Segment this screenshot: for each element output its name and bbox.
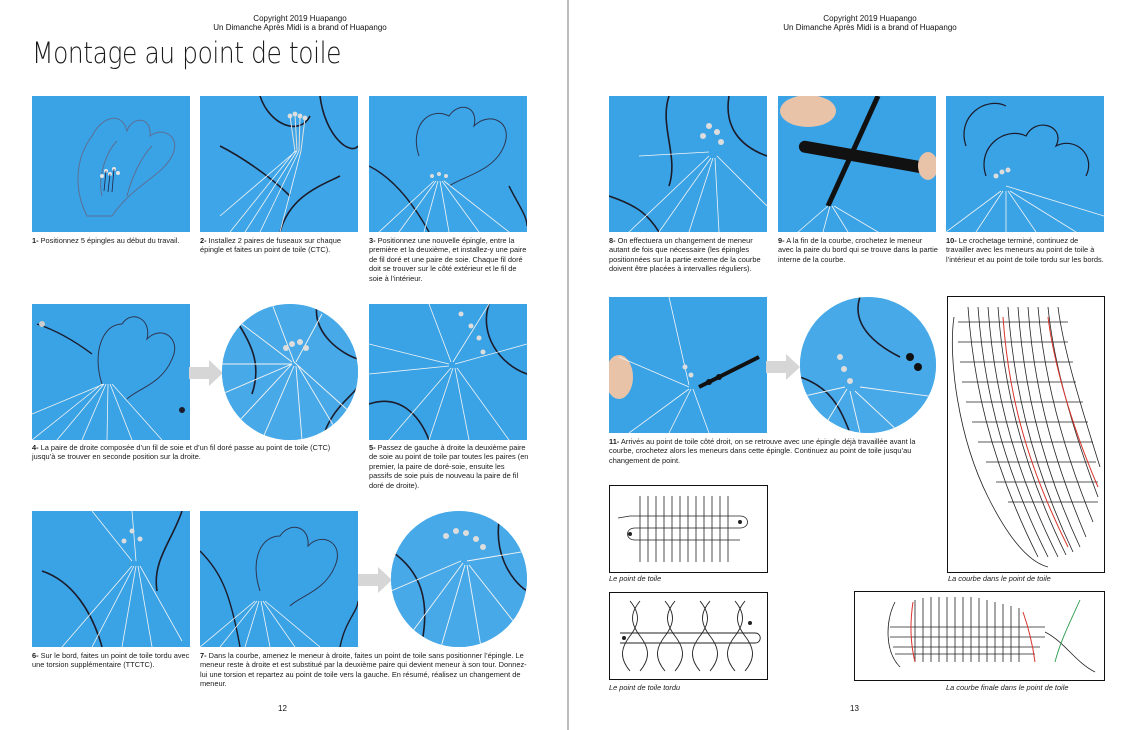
point-de-toile-tordu-diagram — [609, 592, 768, 680]
step-2-text: Installez 2 paires de fuseaux sur chaque épingle et faites un point de toile (CTC). — [200, 236, 341, 255]
courbe-caption: La courbe dans le point de toile — [948, 574, 1051, 583]
step-5-number: 5- — [369, 443, 376, 452]
step-2-number: 2- — [200, 236, 207, 245]
step-6-photo — [32, 511, 190, 647]
arrow-right-icon — [358, 567, 392, 593]
step-7-caption — [200, 651, 528, 689]
step-2-photo — [200, 96, 358, 232]
step-2-caption — [200, 236, 358, 255]
step-8-photo — [609, 96, 767, 232]
step-4-photo — [32, 304, 190, 440]
page-number: 12 — [278, 704, 287, 713]
arrow-right-icon — [189, 360, 223, 386]
step-5-caption — [369, 443, 529, 490]
step-7-photo — [200, 511, 358, 647]
arrow-right-icon — [766, 354, 800, 380]
courbe-finale-caption: La courbe finale dans le point de toile — [946, 683, 1069, 692]
step-7-detail-circle — [391, 511, 527, 647]
copyright-notice — [190, 14, 410, 32]
step-1-text: Positionnez 5 épingles au début du travail. — [38, 236, 180, 245]
step-4-caption — [32, 443, 352, 462]
step-11-number: 11- — [609, 437, 620, 446]
step-5-photo — [369, 304, 527, 440]
step-7-number: 7- — [200, 651, 207, 660]
step-8-text: On effectuera un changement de meneur autant de fois que nécessaire (les épingles positionnées sur la partie externe de la courbe doivent être placées à intervalles réguliers). — [609, 236, 761, 274]
step-4-text: La paire de droite composée d’un fil de soie et d’un fil doré passe au point de toile (CTC) jusqu’à se trouver en seconde position sur la droite. — [32, 443, 331, 462]
step-5-text: Passez de gauche à droite la deuxième paire de soie au point de toile par toutes les paires (en premier, la paire de doré-soie, ensuite les passifs de soie puis de nouveau la paire de fil doré de droite). — [369, 443, 529, 490]
copyright-line-1: Copyright 2019 Huapango — [823, 14, 917, 23]
copyright-line-2: Un Dimanche Après Midi is a brand of Huapango — [213, 23, 387, 32]
step-1-caption — [32, 236, 190, 245]
copyright-line-1: Copyright 2019 Huapango — [253, 14, 347, 23]
step-6-text: Sur le bord, faites un point de toile tordu avec une torsion supplémentaire (TTCTC). — [32, 651, 190, 670]
step-9-photo — [778, 96, 936, 232]
page-title: Montage au point de toile — [32, 36, 342, 70]
step-7-text: Dans la courbe, amenez le meneur à droite, faites un point de toile sans positionner l’épingle. Le meneur reste à droite et est substitué par la deuxième paire qui devient meneur à son tour. Donnez-lui une torsion et repartez au point de toile vers la gauche. En résumé, réalisez un changement de meneur. — [200, 651, 527, 689]
copyright-line-2: Un Dimanche Après Midi is a brand of Huapango — [783, 23, 957, 32]
page-number: 13 — [850, 704, 859, 713]
step-10-text: Le crochetage terminé, continuez de travailler avec les meneurs au point de toile à l’intérieur et au point de toile tordu sur les bords. — [946, 236, 1104, 264]
step-10-caption — [946, 236, 1106, 264]
step-9-caption — [778, 236, 938, 264]
step-6-caption — [32, 651, 190, 670]
step-11-photo — [609, 297, 767, 433]
step-3-caption — [369, 236, 529, 283]
step-8-number: 8- — [609, 236, 616, 245]
left-page — [0, 0, 567, 730]
point-de-toile-diagram — [609, 485, 768, 573]
step-10-number: 10- — [946, 236, 957, 245]
step-4-detail-circle — [222, 304, 358, 440]
step-9-number: 9- — [778, 236, 785, 245]
step-11-text: Arrivés au point de toile côté droit, on se retrouve avec une épingle déjà travaillée avant la courbe, crochetez alors les meneurs dans cette épingle. Continuez au point de toile jusqu’au changement de point. — [609, 437, 916, 465]
step-1-photo — [32, 96, 190, 232]
step-11-detail-circle — [800, 297, 936, 433]
step-9-text: A la fin de la courbe, crochetez le meneur avec la paire du bord qui se trouve dans la partie interne de la courbe. — [778, 236, 938, 264]
step-3-number: 3- — [369, 236, 376, 245]
point-de-toile-tordu-caption: Le point de toile tordu — [609, 683, 681, 692]
step-3-photo — [369, 96, 527, 232]
page-gutter — [567, 0, 569, 730]
step-10-photo — [946, 96, 1104, 232]
step-11-caption — [609, 437, 929, 465]
step-3-text: Positionnez une nouvelle épingle, entre la première et la deuxième, et installez-y une paire de fil doré et une paire de soie. Chaque fil doré doit se trouver sur le côté extérieur et le fil de soie à l’intérieur. — [369, 236, 527, 283]
step-8-caption — [609, 236, 769, 274]
copyright-notice — [760, 14, 980, 32]
step-6-number: 6- — [32, 651, 39, 660]
courbe-diagram — [947, 296, 1105, 573]
right-page — [570, 0, 1138, 730]
point-de-toile-caption: Le point de toile — [609, 574, 662, 583]
courbe-finale-diagram — [854, 591, 1105, 681]
step-1-number: 1- — [32, 236, 39, 245]
step-4-number: 4- — [32, 443, 39, 452]
